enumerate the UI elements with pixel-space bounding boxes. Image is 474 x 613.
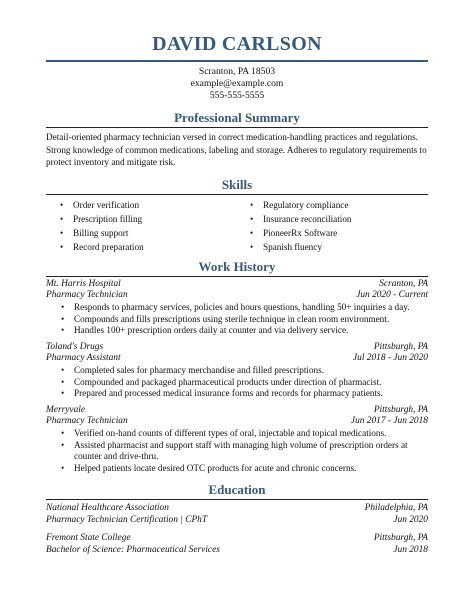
summary-text: Detail-oriented pharmacy technician versed in correct medication-handling practices and regulations. Strong knowledge of common medications, labeling and storage. Adheres to regulatory requirements to protect inventory and mitigate risk. [46, 132, 427, 167]
section-title-summary: Professional Summary [174, 110, 300, 125]
summary-section [46, 110, 428, 169]
job-bullet: • Handles 100+ prescription orders daily at counter and via delivery service. [46, 325, 428, 337]
job-title: Pharmacy Technician [46, 290, 128, 301]
job-employer: Mt. Harris Hospital [46, 278, 121, 289]
contact-phone: 555-555-5555 [209, 90, 265, 101]
job-dates: Jul 2018 - Jun 2020 [353, 353, 428, 364]
skills-column-right [237, 198, 428, 254]
education-entry [46, 533, 428, 557]
job-location: Pittsburgh, PA [373, 341, 428, 352]
job-title: Pharmacy Technician [46, 416, 128, 427]
job-bullets [46, 302, 428, 337]
education-degree-row [46, 545, 428, 557]
section-divider [46, 127, 428, 128]
job-employer: Toland's Drugs [46, 341, 104, 352]
resume-page [46, 33, 428, 556]
education-date: Jun 2018 [393, 544, 428, 555]
job-bullet: • Assisted pharmacist and support staff with managing high volume of prescription orders at counter and drive-thru. [46, 440, 428, 463]
section-title-work-history: Work History [198, 258, 276, 274]
job-header-row [46, 342, 428, 354]
skills-section [46, 177, 428, 254]
education-location: Pittsburgh, PA [373, 532, 428, 543]
job-bullets [46, 365, 428, 400]
job-dates: Jun 2017 - Jun 2018 [350, 416, 428, 427]
education-header-row [46, 503, 428, 515]
job-header-row [46, 405, 428, 417]
job-bullet: • Completed sales for pharmacy merchandise and filled prescriptions. [46, 365, 428, 377]
skill-item: • Prescription filling [46, 212, 237, 226]
section-divider [46, 499, 428, 500]
header-divider [46, 60, 428, 62]
candidate-name: DAVID CARLSON [152, 33, 322, 55]
skill-item: • Insurance reconciliation [237, 212, 428, 226]
job-title-row [46, 353, 428, 365]
section-title-education: Education [208, 482, 266, 498]
job-bullet: • Responds to pharmacy services, policies and hours questions, handling 50+ inquiries a day. [46, 302, 428, 314]
contact-address: Scranton, PA 18503 [198, 66, 276, 77]
skill-item: • PioneerRx Software [237, 226, 428, 240]
job-title: Pharmacy Assistant [46, 353, 121, 364]
skills-list [46, 198, 428, 254]
section-divider [46, 276, 428, 277]
job-location: Pittsburgh, PA [373, 404, 428, 415]
education-school: National Healthcare Association [46, 503, 169, 514]
contact-email: example@example.com [190, 78, 284, 89]
job-entry [46, 405, 428, 475]
skill-item: • Billing support [46, 226, 237, 240]
education-header-row [46, 533, 428, 545]
education-degree: Bachelor of Science: Pharmaceutical Services [46, 544, 220, 555]
skill-item: • Regulatory compliance [237, 198, 428, 212]
education-location: Philadelphia, PA [364, 503, 428, 514]
job-bullets [46, 428, 428, 474]
section-title-skills: Skills [221, 176, 253, 192]
education-section [46, 482, 428, 556]
job-title-row [46, 290, 428, 302]
job-bullet: • Compounds and fills prescriptions using sterile technique in clean room environment. [46, 314, 428, 326]
job-bullet: • Compounded and packaged pharmaceutical products under direction of pharmacist. [46, 377, 428, 389]
education-date: Jun 2020 [393, 515, 428, 526]
job-entry [46, 279, 428, 337]
skill-item: • Order verification [46, 198, 237, 212]
job-bullet: • Prepared and processed medical insurance forms and records for pharmacy patients. [46, 388, 428, 400]
job-employer: Merryvale [46, 404, 86, 415]
skill-item: • Record preparation [46, 240, 237, 254]
job-dates: Jun 2020 - Current [356, 290, 428, 301]
job-bullet: • Helped patients locate desired OTC products for acute and chronic concerns. [46, 463, 428, 475]
job-location: Scranton, PA [379, 278, 428, 289]
skill-item: • Spanish fluency [237, 240, 428, 254]
skills-column-left [46, 198, 237, 254]
job-entry [46, 342, 428, 400]
section-divider [46, 194, 428, 195]
education-degree: Pharmacy Technician Certification | CPhT [46, 515, 208, 526]
work-history-section [46, 259, 428, 475]
education-school: Fremont State College [46, 532, 131, 543]
job-header-row [46, 279, 428, 291]
job-title-row [46, 416, 428, 428]
education-degree-row [46, 515, 428, 527]
education-entry [46, 503, 428, 527]
job-bullet: • Verified on-hand counts of different types of oral, injectable and topical medications. [46, 428, 428, 440]
